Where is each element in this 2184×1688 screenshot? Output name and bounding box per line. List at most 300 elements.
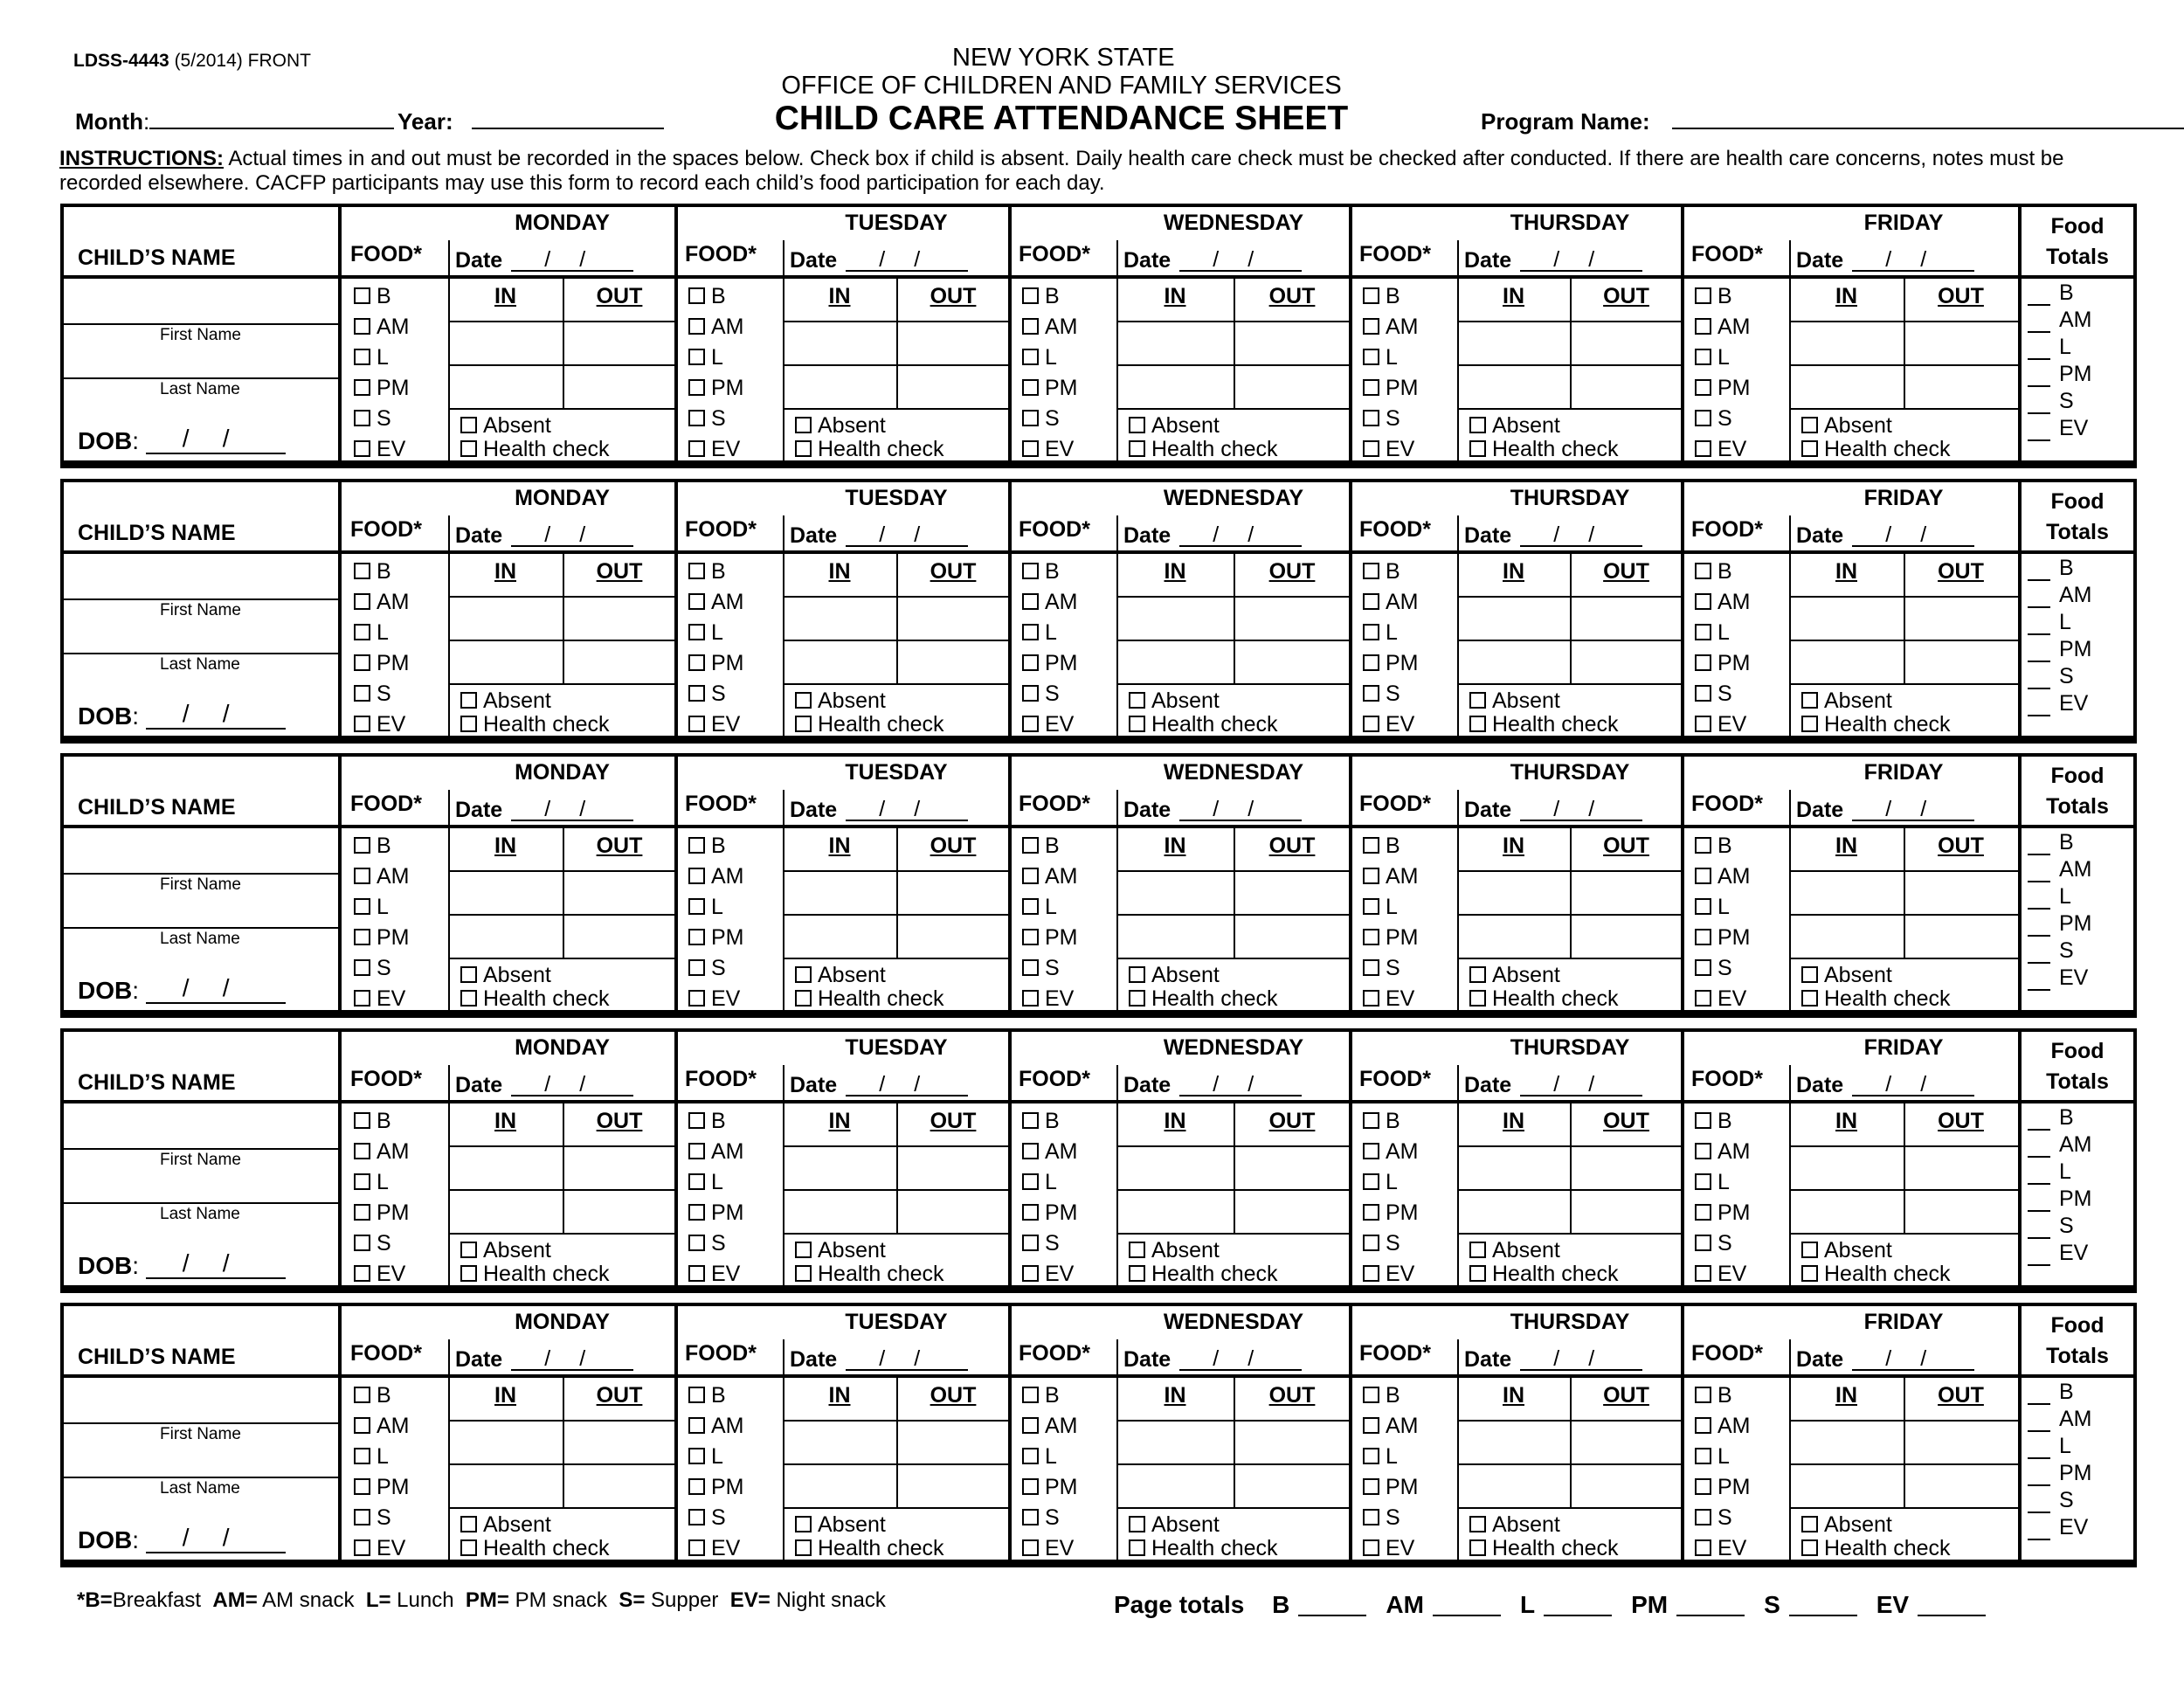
date-field-tuesday[interactable] [790,794,968,823]
checkbox[interactable] [354,563,370,579]
checkbox[interactable] [1129,716,1145,732]
meal-checkbox-b[interactable] [1363,1109,1400,1134]
checkbox[interactable] [795,1516,812,1532]
time-out-cell[interactable] [1572,872,1681,956]
meal-checkbox-l[interactable] [1022,1444,1057,1470]
checkbox[interactable] [688,716,705,732]
meal-checkbox-l[interactable] [1695,620,1730,646]
checkbox[interactable] [1363,318,1379,335]
checkbox[interactable] [1695,1235,1711,1251]
checkbox[interactable] [1695,1478,1711,1495]
month-input-line[interactable] [149,128,394,129]
time-in-cell[interactable] [784,598,895,681]
absent-checkbox[interactable] [460,688,551,714]
checkbox[interactable] [1022,837,1039,854]
checkbox[interactable] [1363,1478,1379,1495]
checkbox[interactable] [688,1204,705,1221]
checkbox[interactable] [1022,685,1039,702]
meal-checkbox-ev[interactable] [1695,986,1746,1012]
total-b[interactable] [2028,1380,2074,1405]
checkbox[interactable] [1695,654,1711,671]
last-name-line[interactable] [64,927,338,929]
meal-checkbox-b[interactable] [1363,559,1400,585]
time-out-cell[interactable] [1905,872,2016,956]
meal-checkbox-s[interactable] [1022,681,1060,707]
meal-checkbox-b[interactable] [1022,1109,1060,1134]
meal-checkbox-b[interactable] [354,1109,391,1134]
meal-checkbox-pm[interactable] [354,925,410,951]
meal-checkbox-l[interactable] [1022,1170,1057,1195]
checkbox[interactable] [1022,898,1039,915]
meal-checkbox-am[interactable] [1363,315,1419,340]
time-in-cell[interactable] [1791,1422,1902,1505]
meal-checkbox-ev[interactable] [354,1536,405,1561]
first-name-line[interactable] [64,323,338,325]
meal-checkbox-am[interactable] [688,1414,744,1439]
checkbox[interactable] [688,654,705,671]
time-out-cell[interactable] [898,872,1008,956]
absent-checkbox[interactable] [1469,413,1560,439]
checkbox[interactable] [1363,837,1379,854]
meal-checkbox-s[interactable] [1022,406,1060,432]
checkbox[interactable] [688,1509,705,1525]
checkbox[interactable] [354,593,370,610]
meal-checkbox-s[interactable] [1363,956,1400,981]
meal-checkbox-s[interactable] [688,1231,726,1256]
checkbox[interactable] [1022,929,1039,945]
checkbox[interactable] [688,837,705,854]
total-b[interactable] [2028,556,2074,581]
date-input-line[interactable]: / / [1179,799,1302,821]
checkbox[interactable] [354,685,370,702]
absent-checkbox[interactable] [1801,688,1892,714]
date-field-friday[interactable] [1796,1344,1974,1373]
checkbox[interactable] [1022,1143,1039,1159]
checkbox[interactable] [688,1448,705,1464]
meal-checkbox-b[interactable] [354,559,391,585]
checkbox[interactable] [1695,1173,1711,1190]
checkbox[interactable] [1022,1509,1039,1525]
time-out-cell[interactable] [1572,598,1681,681]
meal-checkbox-s[interactable] [1363,681,1400,707]
date-input-line[interactable]: / / [1852,799,1974,821]
checkbox[interactable] [688,1143,705,1159]
total-s[interactable] [2028,1214,2074,1239]
time-in-cell[interactable] [1118,322,1232,406]
checkbox[interactable] [354,1387,370,1403]
meal-checkbox-l[interactable] [1363,1170,1398,1195]
absent-checkbox[interactable] [460,1512,551,1538]
time-out-cell[interactable] [564,1422,674,1505]
checkbox[interactable] [1469,990,1486,1007]
meal-checkbox-ev[interactable] [1022,712,1074,737]
checkbox[interactable] [1801,990,1818,1007]
checkbox[interactable] [1022,318,1039,335]
checkbox[interactable] [1022,379,1039,396]
checkbox[interactable] [1801,417,1818,433]
checkbox[interactable] [1363,1448,1379,1464]
meal-checkbox-pm[interactable] [1695,376,1751,401]
health-check-checkbox[interactable] [1129,1536,1278,1561]
checkbox[interactable] [354,716,370,732]
checkbox[interactable] [1022,868,1039,884]
time-in-cell[interactable] [1459,1422,1568,1505]
checkbox[interactable] [688,287,705,304]
meal-checkbox-l[interactable] [688,1444,723,1470]
total-l[interactable] [2028,335,2071,360]
checkbox[interactable] [1022,1539,1039,1556]
checkbox[interactable] [1129,966,1145,983]
health-check-checkbox[interactable] [795,712,944,737]
meal-checkbox-s[interactable] [1695,956,1732,981]
meal-checkbox-l[interactable] [1022,345,1057,370]
meal-checkbox-am[interactable] [1363,1139,1419,1165]
checkbox[interactable] [1695,1387,1711,1403]
date-field-wednesday[interactable] [1123,520,1302,549]
total-am[interactable] [2028,857,2092,882]
absent-checkbox[interactable] [1469,963,1560,988]
checkbox[interactable] [1022,287,1039,304]
dob-input-line[interactable]: / / [146,1253,286,1279]
checkbox[interactable] [1129,1539,1145,1556]
first-name-line[interactable] [64,1422,338,1424]
program-name-input-line[interactable] [1672,128,2184,129]
checkbox[interactable] [460,440,477,457]
meal-checkbox-pm[interactable] [1363,1475,1419,1500]
checkbox[interactable] [688,1417,705,1434]
page-total-input-line[interactable] [1918,1592,1986,1616]
time-out-cell[interactable] [1235,598,1349,681]
meal-checkbox-pm[interactable] [688,1200,744,1226]
checkbox[interactable] [354,868,370,884]
time-in-cell[interactable] [1791,872,1902,956]
checkbox[interactable] [1022,349,1039,365]
page-total-input-line[interactable] [1298,1592,1366,1616]
date-field-friday[interactable] [1796,1069,1974,1098]
checkbox[interactable] [1695,287,1711,304]
time-in-cell[interactable] [1459,322,1568,406]
checkbox[interactable] [1363,1417,1379,1434]
date-input-line[interactable]: / / [1852,249,1974,272]
checkbox[interactable] [1801,1539,1818,1556]
checkbox[interactable] [1695,593,1711,610]
absent-checkbox[interactable] [460,963,551,988]
meal-checkbox-ev[interactable] [354,1262,405,1287]
dob-field[interactable]: DOB: / / [78,1248,286,1280]
checkbox[interactable] [688,1235,705,1251]
meal-checkbox-am[interactable] [354,315,410,340]
time-out-cell[interactable] [898,1147,1008,1231]
checkbox[interactable] [1363,990,1379,1007]
checkbox[interactable] [460,692,477,709]
meal-checkbox-b[interactable] [1695,1109,1732,1134]
checkbox[interactable] [1469,716,1486,732]
checkbox[interactable] [795,990,812,1007]
checkbox[interactable] [688,563,705,579]
time-out-cell[interactable] [564,322,674,406]
checkbox[interactable] [1801,716,1818,732]
meal-checkbox-pm[interactable] [1022,1200,1078,1226]
meal-checkbox-pm[interactable] [1022,925,1078,951]
date-input-line[interactable]: / / [511,1074,633,1097]
page-total-input-line[interactable] [1433,1592,1501,1616]
meal-checkbox-b[interactable] [1695,559,1732,585]
health-check-checkbox[interactable] [1801,712,1951,737]
checkbox[interactable] [1801,1242,1818,1258]
meal-checkbox-l[interactable] [688,620,723,646]
time-in-cell[interactable] [450,1422,561,1505]
checkbox[interactable] [1022,990,1039,1007]
checkbox[interactable] [1695,1112,1711,1129]
time-out-cell[interactable] [1905,1147,2016,1231]
checkbox[interactable] [1022,654,1039,671]
meal-checkbox-pm[interactable] [1363,651,1419,676]
checkbox[interactable] [1695,837,1711,854]
date-field-friday[interactable] [1796,245,1974,273]
time-out-cell[interactable] [1235,872,1349,956]
page-total-b[interactable] [1272,1591,1366,1618]
absent-checkbox[interactable] [1129,963,1220,988]
meal-checkbox-s[interactable] [688,1505,726,1531]
total-l[interactable] [2028,1159,2071,1185]
meal-checkbox-l[interactable] [1695,1444,1730,1470]
health-check-checkbox[interactable] [1801,437,1951,462]
dob-field[interactable]: DOB: / / [78,423,286,455]
meal-checkbox-am[interactable] [1022,590,1078,615]
time-in-cell[interactable] [784,872,895,956]
date-input-line[interactable]: / / [846,1074,968,1097]
checkbox[interactable] [795,417,812,433]
checkbox[interactable] [1695,624,1711,640]
checkbox[interactable] [1801,966,1818,983]
checkbox[interactable] [688,685,705,702]
checkbox[interactable] [1022,624,1039,640]
checkbox[interactable] [354,440,370,457]
page-total-s[interactable] [1764,1591,1857,1618]
date-field-tuesday[interactable] [790,1069,968,1098]
time-out-cell[interactable] [898,598,1008,681]
time-in-cell[interactable] [450,872,561,956]
meal-checkbox-ev[interactable] [1022,1262,1074,1287]
checkbox[interactable] [354,1204,370,1221]
time-in-cell[interactable] [784,322,895,406]
dob-input-line[interactable]: / / [146,978,286,1004]
total-ev[interactable] [2028,965,2088,991]
date-input-line[interactable]: / / [846,524,968,547]
meal-checkbox-ev[interactable] [354,986,405,1012]
date-input-line[interactable]: / / [1520,1074,1642,1097]
meal-checkbox-l[interactable] [688,895,723,920]
total-pm[interactable] [2028,1186,2092,1212]
checkbox[interactable] [1022,440,1039,457]
total-l[interactable] [2028,610,2071,635]
date-field-thursday[interactable] [1464,520,1642,549]
checkbox[interactable] [460,1539,477,1556]
date-input-line[interactable]: / / [1179,1074,1302,1097]
dob-input-line[interactable]: / / [146,703,286,730]
checkbox[interactable] [1022,1417,1039,1434]
checkbox[interactable] [1363,1235,1379,1251]
absent-checkbox[interactable] [1469,688,1560,714]
date-field-friday[interactable] [1796,520,1974,549]
meal-checkbox-pm[interactable] [1022,376,1078,401]
date-input-line[interactable]: / / [511,524,633,547]
total-pm[interactable] [2028,1461,2092,1486]
date-input-line[interactable]: / / [511,249,633,272]
meal-checkbox-am[interactable] [1695,590,1751,615]
absent-checkbox[interactable] [1801,1512,1892,1538]
page-total-pm[interactable] [1631,1591,1745,1618]
first-name-line[interactable] [64,1148,338,1150]
date-input-line[interactable]: / / [511,1348,633,1371]
dob-field[interactable]: DOB: / / [78,698,286,730]
checkbox[interactable] [795,440,812,457]
checkbox[interactable] [688,1265,705,1282]
meal-checkbox-l[interactable] [354,1170,389,1195]
checkbox[interactable] [688,1478,705,1495]
date-field-wednesday[interactable] [1123,245,1302,273]
date-field-monday[interactable] [455,1069,633,1098]
checkbox[interactable] [354,929,370,945]
meal-checkbox-b[interactable] [688,834,726,859]
date-field-thursday[interactable] [1464,794,1642,823]
checkbox[interactable] [688,349,705,365]
total-ev[interactable] [2028,1241,2088,1266]
date-input-line[interactable]: / / [1520,1348,1642,1371]
date-input-line[interactable]: / / [1520,799,1642,821]
date-field-monday[interactable] [455,1344,633,1373]
meal-checkbox-b[interactable] [1695,1383,1732,1408]
checkbox[interactable] [1129,1242,1145,1258]
time-in-cell[interactable] [784,1422,895,1505]
health-check-checkbox[interactable] [460,1536,610,1561]
checkbox[interactable] [1695,318,1711,335]
page-total-input-line[interactable] [1544,1592,1612,1616]
total-b[interactable] [2028,280,2074,306]
time-out-cell[interactable] [1905,322,2016,406]
meal-checkbox-s[interactable] [1695,1231,1732,1256]
checkbox[interactable] [354,1478,370,1495]
checkbox[interactable] [688,990,705,1007]
checkbox[interactable] [1129,1516,1145,1532]
checkbox[interactable] [354,990,370,1007]
time-out-cell[interactable] [898,1422,1008,1505]
checkbox[interactable] [1469,1516,1486,1532]
first-name-line[interactable] [64,598,338,600]
meal-checkbox-b[interactable] [688,284,726,309]
meal-checkbox-b[interactable] [688,1383,726,1408]
meal-checkbox-am[interactable] [688,864,744,889]
date-field-wednesday[interactable] [1123,1344,1302,1373]
total-pm[interactable] [2028,637,2092,662]
meal-checkbox-s[interactable] [1022,956,1060,981]
checkbox[interactable] [1022,1204,1039,1221]
date-field-wednesday[interactable] [1123,1069,1302,1098]
last-name-line[interactable] [64,377,338,379]
date-input-line[interactable]: / / [1179,249,1302,272]
date-input-line[interactable]: / / [1852,524,1974,547]
meal-checkbox-b[interactable] [1363,284,1400,309]
checkbox[interactable] [1363,868,1379,884]
meal-checkbox-b[interactable] [688,1109,726,1134]
meal-checkbox-ev[interactable] [1363,437,1414,462]
meal-checkbox-pm[interactable] [1695,651,1751,676]
meal-checkbox-s[interactable] [354,1505,391,1531]
total-ev[interactable] [2028,1515,2088,1540]
meal-checkbox-l[interactable] [1363,895,1398,920]
checkbox[interactable] [1363,440,1379,457]
page-total-ev[interactable] [1876,1591,1986,1618]
checkbox[interactable] [354,287,370,304]
meal-checkbox-b[interactable] [1022,1383,1060,1408]
meal-checkbox-ev[interactable] [1022,1536,1074,1561]
last-name-line[interactable] [64,653,338,654]
meal-checkbox-s[interactable] [688,681,726,707]
meal-checkbox-am[interactable] [354,864,410,889]
meal-checkbox-am[interactable] [1363,1414,1419,1439]
checkbox[interactable] [688,1387,705,1403]
checkbox[interactable] [1022,1112,1039,1129]
absent-checkbox[interactable] [1129,413,1220,439]
total-ev[interactable] [2028,416,2088,441]
time-in-cell[interactable] [1459,872,1568,956]
checkbox[interactable] [1363,1143,1379,1159]
date-input-line[interactable]: / / [511,799,633,821]
time-out-cell[interactable] [1235,1147,1349,1231]
checkbox[interactable] [354,349,370,365]
meal-checkbox-ev[interactable] [1363,712,1414,737]
checkbox[interactable] [688,1539,705,1556]
first-name-line[interactable] [64,873,338,875]
checkbox[interactable] [1801,1265,1818,1282]
meal-checkbox-l[interactable] [1022,620,1057,646]
checkbox[interactable] [1022,593,1039,610]
checkbox[interactable] [460,966,477,983]
checkbox[interactable] [795,966,812,983]
meal-checkbox-am[interactable] [1022,1139,1078,1165]
meal-checkbox-ev[interactable] [688,1262,740,1287]
checkbox[interactable] [1695,959,1711,976]
meal-checkbox-ev[interactable] [688,712,740,737]
checkbox[interactable] [795,1539,812,1556]
date-input-line[interactable]: / / [1179,524,1302,547]
checkbox[interactable] [1801,692,1818,709]
last-name-line[interactable] [64,1477,338,1478]
date-input-line[interactable]: / / [846,799,968,821]
time-in-cell[interactable] [1791,598,1902,681]
meal-checkbox-am[interactable] [1695,1414,1751,1439]
checkbox[interactable] [1469,692,1486,709]
health-check-checkbox[interactable] [795,1262,944,1287]
health-check-checkbox[interactable] [460,437,610,462]
meal-checkbox-l[interactable] [688,345,723,370]
checkbox[interactable] [1363,1539,1379,1556]
checkbox[interactable] [688,929,705,945]
meal-checkbox-ev[interactable] [354,712,405,737]
checkbox[interactable] [354,318,370,335]
total-pm[interactable] [2028,911,2092,937]
checkbox[interactable] [1363,1387,1379,1403]
total-am[interactable] [2028,583,2092,608]
checkbox[interactable] [795,716,812,732]
absent-checkbox[interactable] [1801,963,1892,988]
checkbox[interactable] [1695,1448,1711,1464]
checkbox[interactable] [354,837,370,854]
time-out-cell[interactable] [1572,322,1681,406]
meal-checkbox-am[interactable] [1363,864,1419,889]
page-total-input-line[interactable] [1789,1592,1857,1616]
last-name-line[interactable] [64,1202,338,1204]
